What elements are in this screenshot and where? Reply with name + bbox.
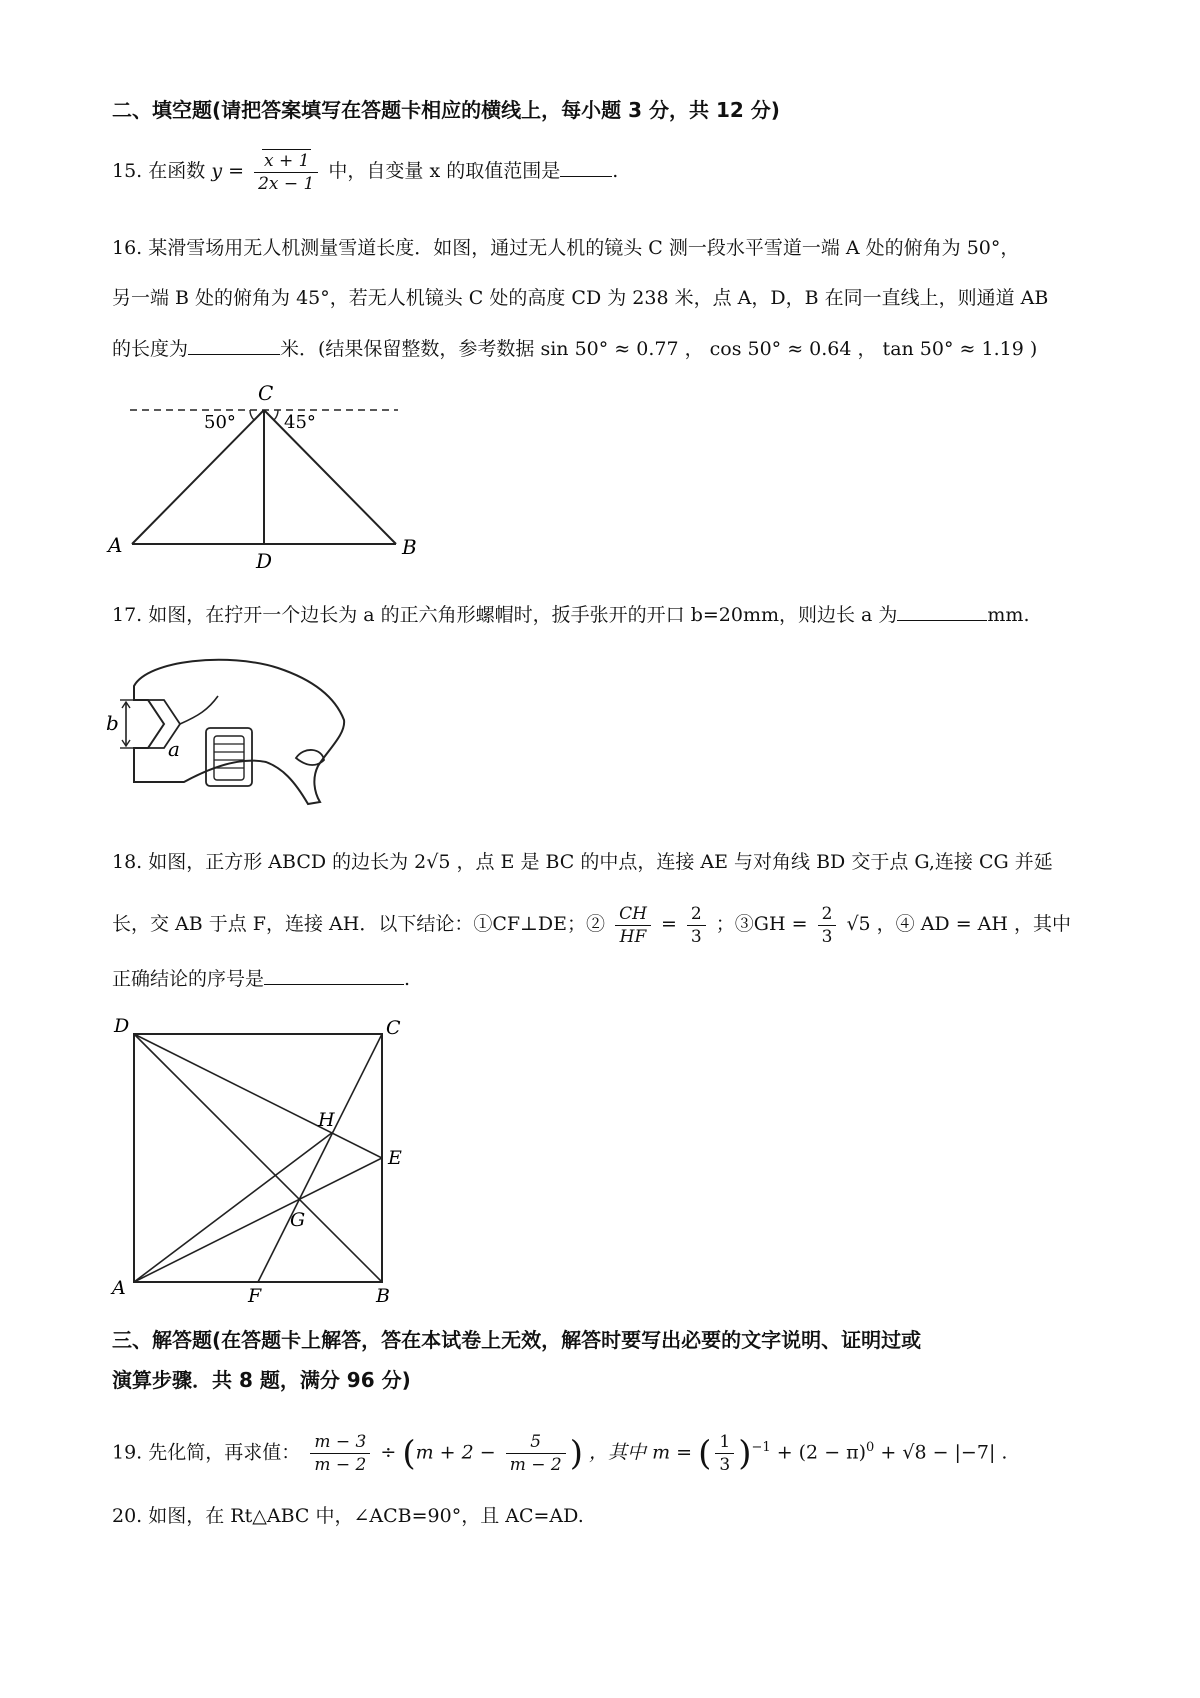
q17-wrench-figure	[108, 650, 348, 810]
q19-inner: m + 2 −	[415, 1441, 496, 1464]
diagonal-db	[134, 1034, 382, 1282]
label-b-dim: b	[106, 711, 119, 735]
label-angle-45: 45°	[284, 412, 316, 433]
q16-line3-a: 的长度为	[112, 338, 189, 360]
q18-frac-ch-hf	[615, 903, 651, 948]
q18-frac-two-b: 2	[818, 903, 837, 926]
jaw-line	[180, 696, 218, 724]
q17-answer-blank	[897, 600, 987, 621]
angle-arc-right	[274, 410, 278, 420]
question-19: 19. 先化简，再求值： $\frac{m - 3}{m - 2}$ ÷ (m + 2 − $\frac{5}{m - 2}$ ) ，其中 m = ( $\frac{1}{3}$ )$^{-1} + (2 - \pi)^0 + √8 - |-7|$ .	[112, 1431, 1008, 1475]
q15-tail: .	[612, 160, 619, 182]
wrench-hole	[296, 750, 324, 765]
q15-fraction	[254, 149, 318, 195]
label-angle-50: 50°	[204, 412, 236, 433]
line-ae	[134, 1158, 382, 1282]
label-d: D	[114, 1015, 130, 1037]
label-c: C	[258, 381, 274, 405]
q15-denominator: 2x − 1	[258, 174, 315, 194]
section3-title-line1: 三、解答题(在答题卡上解答，答在本试卷上无效，解答时要写出必要的文字说明、证明过或	[112, 1328, 922, 1352]
adjust-screw	[214, 736, 244, 780]
label-e: E	[388, 1147, 402, 1169]
q17-text-b: mm.	[987, 604, 1030, 626]
q18-frac-2-3-b	[818, 903, 837, 948]
q16-line2: 另一端 B 处的俯角为 45°，若无人机镜头 C 处的高度 CD 为 238 米，点 A，D，B 在同一直线上，则通道 AB	[112, 287, 1049, 309]
line-de	[134, 1034, 382, 1158]
q18-line3-a: 正确结论的序号是	[112, 968, 265, 990]
q15-suffix: 中，自变量 x 的取值范围是	[328, 160, 561, 182]
q15-y-eq: y =	[211, 160, 245, 182]
label-a-side: a	[168, 737, 180, 761]
line-ca	[132, 410, 264, 544]
q19-frac1	[310, 1431, 370, 1476]
q19-exp-0: 0	[866, 1440, 875, 1455]
label-g: G	[290, 1209, 306, 1231]
q15-answer-blank	[560, 156, 612, 177]
q19-where: ，其中 m =	[589, 1441, 693, 1464]
line-cf	[258, 1034, 382, 1282]
label-f: F	[248, 1285, 262, 1307]
q18-line1: 18. 如图，正方形 ABCD 的边长为 2√5 ，点 E 是 BC 的中点，连接 AE 与对角线 BD 交于点 G,连接 CG 并延	[112, 851, 1053, 873]
label-a: A	[108, 533, 123, 557]
q19-num: 19. 先化简，再求值：	[112, 1441, 301, 1464]
q18-eq: =	[660, 913, 677, 935]
q19-rest: + (2 − π)	[776, 1441, 867, 1464]
q16-line1: 16. 某滑雪场用无人机测量雪道长度．如图，通过无人机的镜头 C 测一段水平雪道一端 A 处的俯角为 50°，	[112, 237, 1020, 259]
q17-text-a: 17. 如图，在拧开一个边长为 a 的正六角形螺帽时，扳手张开的开口 b=20mm，则边长 a 为	[112, 604, 898, 626]
wrench-outline	[134, 660, 344, 804]
q16-line3	[112, 334, 1037, 363]
q19-exp-neg1: −1	[751, 1440, 771, 1455]
label-c: C	[386, 1017, 401, 1039]
q19-frac3-den: 3	[719, 1454, 731, 1475]
q19-frac2-den: m − 2	[509, 1454, 562, 1475]
angle-arc-left	[250, 410, 254, 420]
q16-answer-blank	[188, 334, 280, 355]
q15-prefix: 在函数	[148, 160, 206, 182]
q18-line3-b: .	[404, 968, 411, 990]
q18-frac-2-3-a	[687, 903, 706, 948]
q19-tail: + √8 − |−7| .	[880, 1441, 1008, 1464]
adjust-screw-housing	[206, 728, 252, 786]
q18-line2	[112, 896, 1071, 952]
q15-numerator: x + 1	[263, 151, 310, 171]
q18-frac-num: CH	[615, 903, 651, 926]
q19-frac3	[715, 1431, 734, 1476]
label-b: B	[376, 1285, 390, 1307]
q19-frac1-num: m − 3	[310, 1431, 370, 1454]
q19-frac3-num: 1	[715, 1431, 734, 1454]
label-b: B	[402, 535, 417, 559]
q19-div: ÷	[380, 1441, 397, 1464]
q18-frac-two-a: 2	[687, 903, 706, 926]
q18-line2-c: √5 ，④ AD = AH ，其中	[846, 913, 1071, 935]
line-ah	[134, 1132, 333, 1282]
q15-num: 15.	[112, 160, 143, 182]
q19-frac2-num: 5	[506, 1431, 566, 1454]
question-15	[112, 146, 618, 196]
q18-line2-a: 长，交 AB 于点 F，连接 AH．以下结论：①CF⊥DE；②	[112, 913, 606, 935]
q18-frac-three-b: 3	[821, 926, 833, 947]
question-17	[112, 600, 1029, 629]
label-a: A	[112, 1277, 126, 1299]
q18-line3	[112, 964, 410, 993]
q18-line2-b: ；③GH =	[715, 913, 808, 935]
q16-line3-b: 米．(结果保留整数，参考数据 sin 50° ≈ 0.77 ， cos 50° ≈ 0.64 ， tan 50° ≈ 1.19 )	[280, 338, 1038, 360]
q18-frac-den: HF	[619, 926, 647, 947]
section2-title: 二、填空题(请把答案填写在答题卡相应的横线上，每小题 3 分，共 12 分)	[112, 98, 780, 122]
q16-figure	[100, 370, 420, 573]
q19-frac1-den: m − 2	[314, 1454, 367, 1475]
q18-answer-blank	[264, 964, 404, 985]
section3-title-line2: 演算步骤．共 8 题，满分 96 分)	[112, 1368, 411, 1392]
label-d: D	[256, 549, 273, 573]
label-h: H	[318, 1109, 335, 1131]
q18-square-figure	[104, 1012, 414, 1307]
q20-text: 20. 如图，在 Rt△ABC 中，∠ACB=90°，且 AC=AD.	[112, 1505, 584, 1527]
q19-frac2	[506, 1431, 566, 1476]
q18-frac-three-a: 3	[690, 926, 702, 947]
